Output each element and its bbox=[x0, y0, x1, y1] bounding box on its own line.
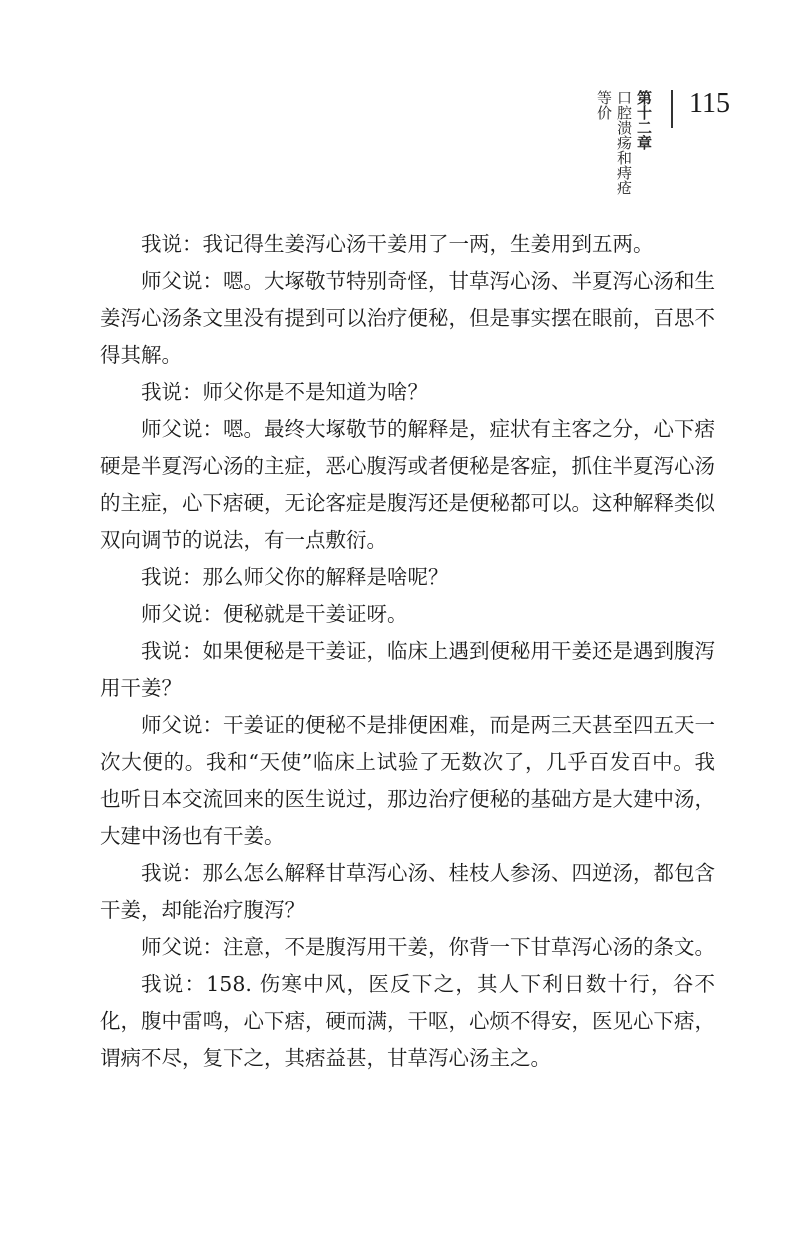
paragraph: 我说：那么师父你的解释是啥呢？ bbox=[141, 565, 449, 589]
paragraph: 师父说：注意，不是腹泻用干姜，你背一下甘草泻心汤的条文。 bbox=[141, 935, 715, 959]
paragraph: 师父说：嗯。最终大塚敬节的解释是，症状有主客之分，心下痞硬是半夏泻心汤的主症，恶心腹泻或者便秘是客症，抓住半夏泻心汤的主症，心下痞硬，无论客症是腹泻还是便秘都可以。这种解释类似双向调节的说法，有一点敷衍。 bbox=[100, 417, 715, 552]
header-divider bbox=[671, 90, 673, 128]
page-number: 115 bbox=[689, 88, 730, 119]
paragraph: 我说：师父你是不是知道为啥？ bbox=[141, 380, 428, 404]
chapter-subtitle-cont: 等价 bbox=[595, 90, 614, 120]
running-header bbox=[593, 90, 730, 210]
paragraph: 我说：如果便秘是干姜证，临床上遇到便秘用干姜还是遇到腹泻用干姜？ bbox=[100, 639, 715, 700]
paragraph: 师父说：干姜证的便秘不是排便困难，而是两三天甚至四五天一次大便的。我和“天使”临床上试验了无数次了，几乎百发百中。我也听日本交流回来的医生说过，那边治疗便秘的基础方是大建中汤，大建中汤也有干姜。 bbox=[100, 713, 715, 848]
body-text bbox=[100, 226, 715, 1077]
paragraph: 我说：158. 伤寒中风，医反下之，其人下利日数十行，谷不化，腹中雷鸣，心下痞，硬而满，干呕，心烦不得安，医见心下痞，谓病不尽，复下之，其痞益甚，甘草泻心汤主之。 bbox=[100, 972, 715, 1070]
paragraph: 我说：我记得生姜泻心汤干姜用了一两，生姜用到五两。 bbox=[141, 232, 654, 256]
chapter-number: 第十二章 bbox=[635, 90, 654, 150]
paragraph: 师父说：便秘就是干姜证呀。 bbox=[141, 602, 408, 626]
paragraph: 师父说：嗯。大塚敬节特别奇怪，甘草泻心汤、半夏泻心汤和生姜泻心汤条文里没有提到可以治疗便秘，但是事实摆在眼前，百思不得其解。 bbox=[100, 269, 715, 367]
chapter-subtitle: 口腔溃疡和痔疮 bbox=[615, 90, 634, 195]
paragraph: 我说：那么怎么解释甘草泻心汤、桂枝人参汤、四逆汤，都包含干姜，却能治疗腹泻？ bbox=[100, 861, 715, 922]
